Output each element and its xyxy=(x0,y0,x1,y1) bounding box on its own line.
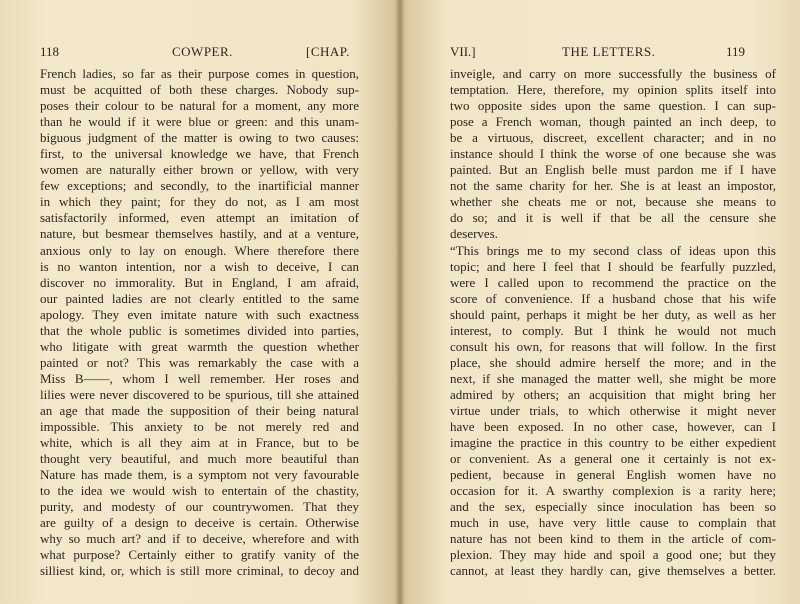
text-line: pose a French woman, though painted an inch deep, to xyxy=(450,114,776,130)
text-line: pedient, because in general English women have no xyxy=(450,467,776,483)
text-line: what purpose? Certainly either to gratify vanity of the xyxy=(40,547,359,563)
text-line: why so much art? and if to deceive, wherefore and with xyxy=(40,531,359,547)
text-line: lilies were never discovered to be spurious, till she attained xyxy=(40,386,359,402)
text-line: not the same charity for her. She is at least an impostor, xyxy=(450,178,776,194)
text-line: admired by others; an acquisition that might bring her xyxy=(450,386,776,402)
text-line: “This brings me to my second class of ideas upon this xyxy=(450,242,776,258)
text-line: French ladies, so far as their purpose comes in question, xyxy=(40,66,359,81)
text-line: inveigle, and carry on more successfully the business of xyxy=(450,66,776,81)
text-line: in which they paint; for they do not, as I am most xyxy=(40,194,359,210)
text-line: two opposite sides upon the same question. I can sup- xyxy=(450,98,776,114)
text-line: were I called upon to recommend the practice on the xyxy=(450,274,776,290)
text-line: whether she cheats me or not, because she means to xyxy=(450,194,776,210)
text-line: are guilty of a design to deceive is certain. Otherwise xyxy=(40,515,359,531)
text-line: painted or not? This was remarkably the case with a xyxy=(40,354,359,370)
text-line: few exceptions; and secondly, to the inartificial manner xyxy=(40,178,359,194)
text-line: and the sex, especially since inoculation has been so xyxy=(450,499,776,515)
text-line: painted. But an English belle must pardon me if I have xyxy=(450,162,776,178)
text-line: have been exposed. In no other case, however, can I xyxy=(450,419,776,435)
left-chapter-tag: [CHAP. xyxy=(306,44,350,59)
text-line: must be acquitted of both these charges. Nobody sup- xyxy=(40,82,359,98)
text-line: cannot, at least they hardly can, give themselves a better. xyxy=(450,563,776,579)
text-line: our painted ladies are not clearly entitled to the same xyxy=(40,290,359,306)
text-line: nature has not been kind to them in the article of com- xyxy=(450,531,776,547)
text-line: nature, but besmear themselves hastily, and at a venture, xyxy=(40,226,359,242)
text-line: thought very beautiful, and much more beautiful than xyxy=(40,451,359,467)
left-page xyxy=(0,0,398,604)
text-line: an age that made the supposition of their being natural xyxy=(40,402,359,418)
text-line: deserves. xyxy=(450,226,499,242)
text-line: biguous judgment of the matter is owing to two causes: xyxy=(40,130,359,146)
text-line: silliest kind, or, which is still more criminal, to decoy and xyxy=(40,563,359,579)
text-line: interest, to comply. But I think he would not much xyxy=(450,322,776,338)
text-line: occasion for it. A swarthy complexion is a rarity here; xyxy=(450,483,776,499)
text-line: discover no immorality. But in England, I am afraid, xyxy=(40,274,359,290)
text-line: place, she should admire herself the more; and in the xyxy=(450,354,776,370)
left-running-title: COWPER. xyxy=(172,44,233,59)
text-line: do so; and it is well if that be all the censure she xyxy=(450,210,776,226)
text-line: Miss B——, whom I well remember. Her roses and xyxy=(40,370,359,386)
text-line: is no wanton intention, nor a wish to deceive, I can xyxy=(40,258,359,274)
text-line: who litigate with great warmth the question whether xyxy=(40,338,359,354)
text-line: or convenient. As a general one it certainly is not ex- xyxy=(450,451,776,467)
text-line: apology. They even imitate nature with such exactness xyxy=(40,306,359,322)
right-running-title: THE LETTERS. xyxy=(562,44,656,59)
text-line: score of convenience. If a husband chose that his wife xyxy=(450,290,776,306)
text-line: anxious only to lay on enough. Where therefore there xyxy=(40,242,359,258)
text-line: topic; and here I feel that I should be fearfully puzzled, xyxy=(450,258,776,274)
text-line: be a virtuous, discreet, excellent character; and in no xyxy=(450,130,776,146)
right-page-text xyxy=(450,66,776,580)
text-line: than he would if it were blue or green: and this unam- xyxy=(40,114,359,130)
text-line: temptation. Here, therefore, my opinion splits itself into xyxy=(450,82,776,98)
text-line: Nature has made them, is a symptom not very favourable xyxy=(40,467,359,483)
left-page-text xyxy=(40,66,359,580)
left-page-number: 118 xyxy=(40,44,60,59)
text-line: plexion. They may hide and spoil a good one; but they xyxy=(450,547,776,563)
right-chapter-tag: VII.] xyxy=(450,44,476,59)
text-line: consult his own, for reasons that will follow. In the first xyxy=(450,338,776,354)
text-line: that the whole public is sometimes divided into parties, xyxy=(40,322,359,338)
text-line: imagine the practice in this country to be either expedient xyxy=(450,435,776,451)
text-line: women are naturally either brown or yellow, with very xyxy=(40,162,359,178)
right-page-number: 119 xyxy=(726,44,746,59)
text-line: instance should I think the worse of one because she was xyxy=(450,146,776,162)
text-line: much in use, have very little cause to complain that xyxy=(450,515,776,531)
text-line: should paint, perhaps it might be her duty, as well as her xyxy=(450,306,776,322)
text-line: impossible. This anxiety to be not merely red and xyxy=(40,419,359,435)
text-line: to the idea we would wish to entertain of the chastity, xyxy=(40,483,359,499)
text-line: virtue under trials, to which otherwise it might never xyxy=(450,402,776,418)
text-line: purity, and modesty of our countrywomen. That they xyxy=(40,499,359,515)
text-line: white, which is all they aim at in France, but to be xyxy=(40,435,359,451)
text-line: next, if she managed the matter well, she might be more xyxy=(450,370,776,386)
text-line: first, to the universal knowledge we have, that French xyxy=(40,146,359,162)
text-line: poses their colour to be natural for a moment, any more xyxy=(40,98,359,114)
right-page xyxy=(402,0,800,604)
text-line: satisfactorily informed, even attempt an imitation of xyxy=(40,210,359,226)
